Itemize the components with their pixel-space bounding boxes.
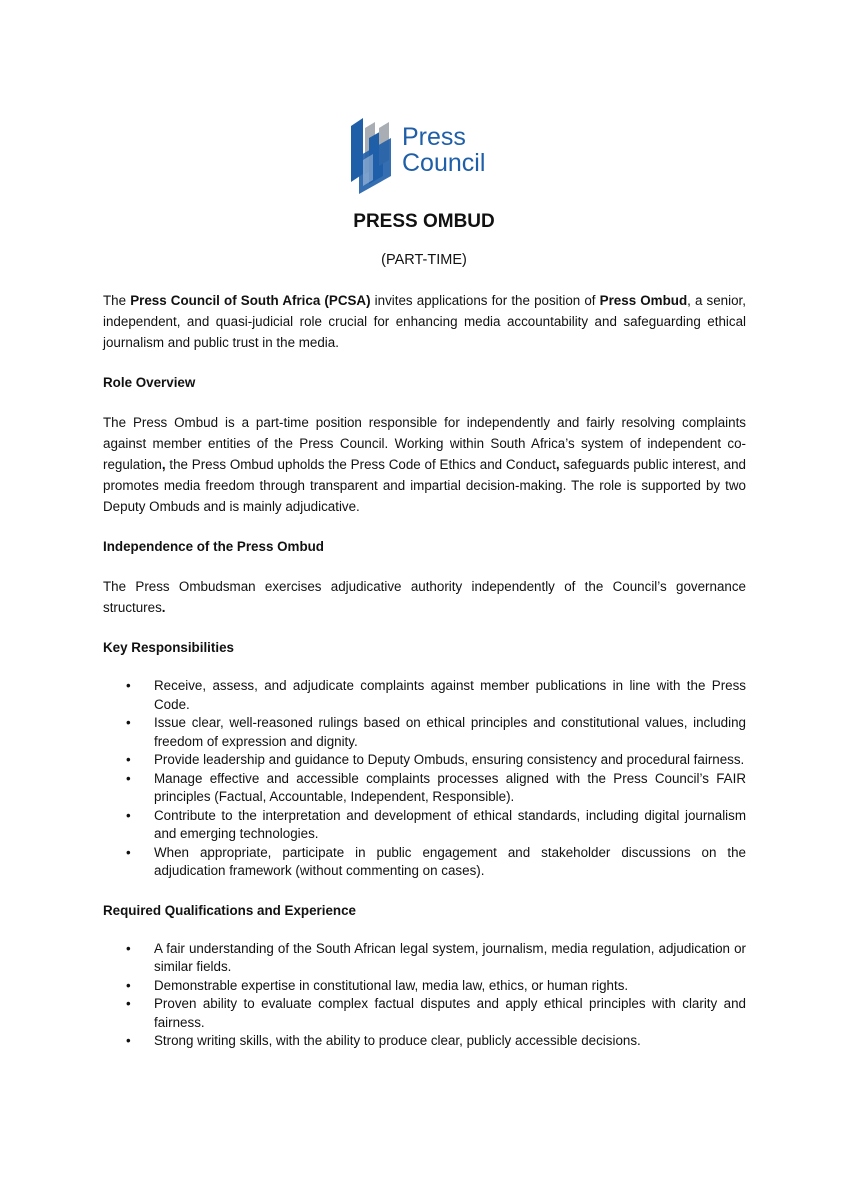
responsibilities-list: [103, 677, 746, 881]
press-council-logo: [349, 116, 509, 196]
list-item: • Contribute to the interpretation and development of ethical standards, including digital journalism and emerging technologies.: [126, 807, 746, 841]
document-body: [103, 290, 746, 1051]
logo-line-press: Press: [402, 123, 466, 151]
page-title: PRESS OMBUD: [353, 211, 495, 232]
intro-text-start: The: [103, 293, 131, 308]
bullet-icon: •: [126, 977, 131, 993]
qualifications-list: [103, 940, 746, 1051]
page-subtitle: (PART-TIME): [381, 252, 467, 268]
bullet-icon: •: [126, 715, 131, 730]
bullet-icon: •: [126, 752, 131, 767]
intro-text-middle: invites applications for the position of: [370, 293, 600, 308]
role-overview-heading: Role Overview: [103, 375, 196, 390]
independence-text: The Press Ombudsman exercises adjudicative authority independently of the Council’s governance structures: [103, 579, 746, 615]
bullet-icon: •: [126, 678, 131, 693]
independence-paragraph: [103, 576, 746, 618]
intro-paragraph: [103, 290, 746, 353]
position-name: Press Ombud: [599, 293, 688, 308]
independence-heading: Independence of the Press Ombud: [103, 539, 324, 554]
list-item: • A fair understanding of the South African legal system, journalism, media regulation, adjudication or similar fields.: [126, 940, 746, 974]
bullet-icon: •: [126, 807, 131, 823]
logo-wordmark: [402, 124, 485, 176]
qualifications-heading: Required Qualifications and Experience: [103, 902, 357, 918]
list-item: • Proven ability to evaluate complex factual disputes and apply ethical principles with clarity and fairness.: [126, 996, 746, 1030]
bullet-icon: •: [126, 940, 131, 956]
list-item: • Issue clear, well-reasoned rulings based on ethical principles and constitutional values, including freedom of expression and dignity.: [126, 715, 746, 749]
list-item: • When appropriate, participate in public engagement and stakeholder discussions on the adjudication framework (without commenting on cases).: [126, 844, 746, 878]
responsibilities-heading: Key Responsibilities: [103, 640, 234, 655]
bullet-icon: •: [126, 844, 131, 860]
list-item: • Strong writing skills, with the ability to produce clear, publicly accessible decisions.: [103, 1032, 746, 1051]
role-overview-paragraph: The Press Ombud is a part-time position responsible for independently and fairly resolving complaints against member entities of the Press Council. Working within South Africa’s system of independent co-regulation, the Press Ombud upholds the Press Code of Ethics and Conduct, safeguards public interest, and promotes media freedom through transparent and impartial decision-making. The role is supported by two Deputy Ombuds and is mainly adjudicative.: [103, 415, 746, 514]
list-item: • Provide leadership and guidance to Deputy Ombuds, ensuring consistency and procedural fairness.: [103, 751, 746, 770]
role-overview-text-2: the Press Ombud upholds the Press Code of Ethics and Conduct: [165, 457, 556, 472]
list-item: • Manage effective and accessible complaints processes aligned with the Press Council’s FAIR principles (Factual, Accountable, Independent, Responsible).: [126, 770, 746, 804]
intro-text-end: , a senior, independent, and quasi-judicial role crucial for enhancing media accountability and safeguarding ethical journalism and public trust in the media.: [103, 293, 746, 350]
press-council-logo-mark-icon: [349, 116, 401, 196]
role-overview-text-3: safeguards public interest, and promotes media freedom through transparent and impartial decision-making. The role is supported by two Deputy Ombuds and is mainly adjudicative.: [103, 457, 746, 514]
role-overview-text-1: The Press Ombud is a part-time position responsible for independently and fairly resolving complaints against member entities of the Press Council. Working within South Africa’s system of independent co-regulation: [103, 415, 746, 472]
independence-text-end: .: [161, 600, 166, 615]
list-item: • Receive, assess, and adjudicate complaints against member publications in line with the Press Code.: [126, 678, 746, 712]
organisation-name: Press Council of South Africa (PCSA): [130, 293, 371, 308]
list-item: • Demonstrable expertise in constitutional law, media law, ethics, or human rights.: [103, 977, 746, 996]
bullet-icon: •: [126, 1033, 131, 1048]
bullet-icon: •: [126, 770, 131, 786]
bullet-icon: •: [126, 996, 131, 1011]
logo-line-council: Council: [402, 149, 486, 177]
